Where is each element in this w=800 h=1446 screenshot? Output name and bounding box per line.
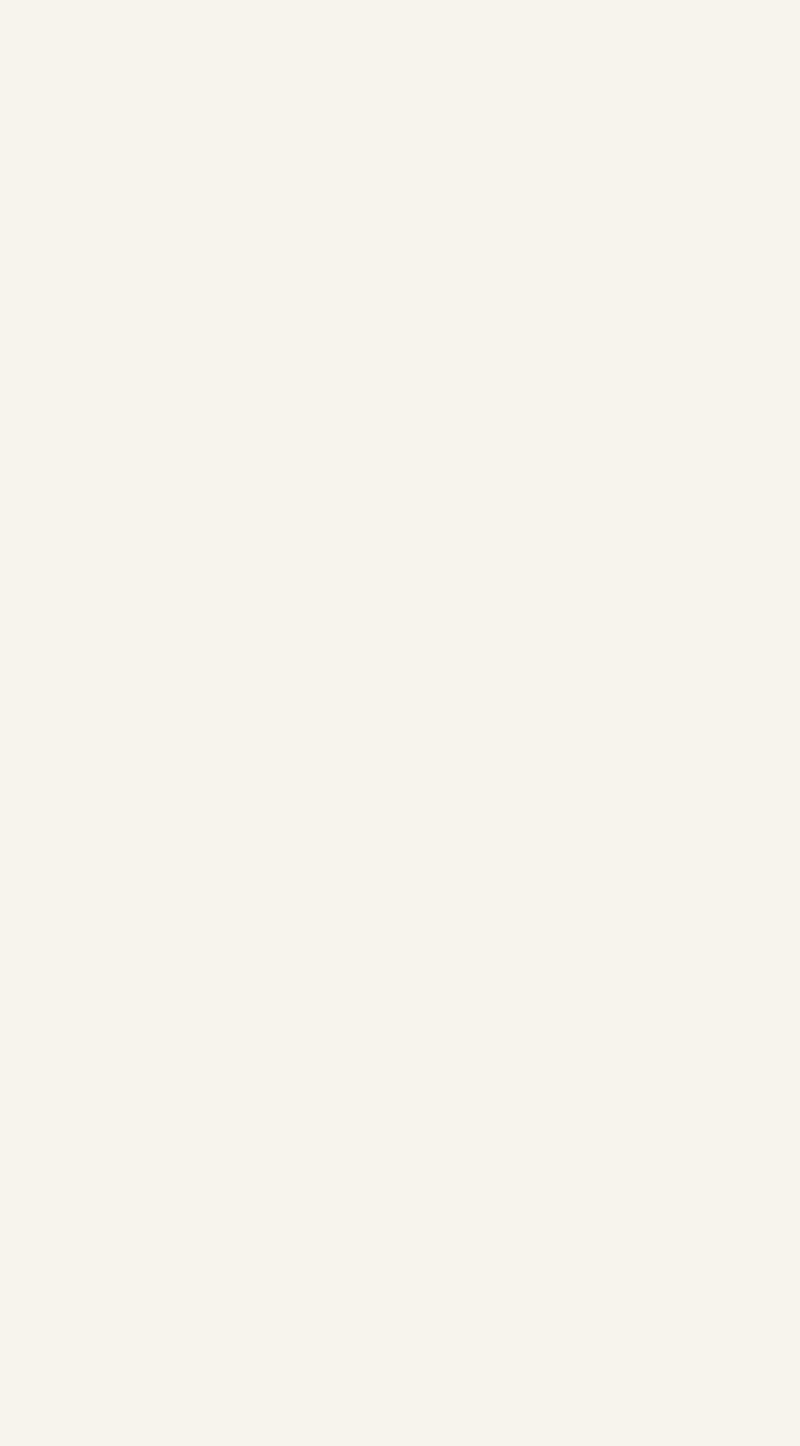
body-text xyxy=(55,85,745,118)
page-header xyxy=(52,32,748,72)
